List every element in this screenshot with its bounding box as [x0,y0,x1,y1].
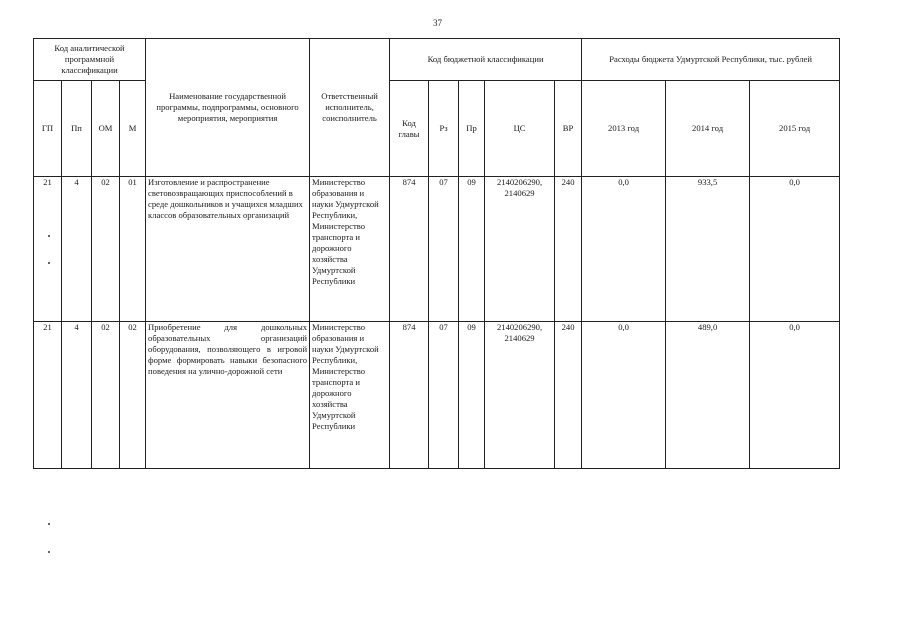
cell-vr: 240 [555,322,582,469]
header-responsible: Ответственный исполнитель, соисполнитель [310,39,390,177]
header-2015: 2015 год [750,81,840,177]
cell-2014: 489,0 [666,322,750,469]
cell-m: 02 [120,322,146,469]
cell-pp: 4 [62,177,92,322]
cell-m: 01 [120,177,146,322]
table-row [34,177,840,322]
cell-name: Приобретение для дошкольных образовательных организаций оборудования, позволяющего в игровой форме формировать навыки безопасного поведения на улично-дорожной сети [146,322,310,469]
scan-speck [48,523,50,525]
cell-rz: 07 [429,177,459,322]
budget-table [33,38,840,469]
header-analytic-classification: Код аналитической программной классификации [34,39,146,81]
cell-kod-glavy: 874 [390,177,429,322]
scan-speck [48,262,50,264]
cell-gp: 21 [34,322,62,469]
header-cs: ЦС [485,81,555,177]
scan-speck [48,551,50,553]
header-gp: ГП [34,81,62,177]
header-pp: Пп [62,81,92,177]
header-om: ОМ [92,81,120,177]
header-pr: Пр [459,81,485,177]
header-2013: 2013 год [582,81,666,177]
cell-responsible: Министерство образования и науки Удмуртской Республики, Министерство транспорта и дорожного хозяйства Удмуртской Республики [310,177,390,322]
cell-om: 02 [92,322,120,469]
cell-2013: 0,0 [582,177,666,322]
cell-2013: 0,0 [582,322,666,469]
header-budget-classification: Код бюджетной классификации [390,39,582,81]
header-2014: 2014 год [666,81,750,177]
header-vr: ВР [555,81,582,177]
cell-2014: 933,5 [666,177,750,322]
header-m: М [120,81,146,177]
cell-rz: 07 [429,322,459,469]
cell-kod-glavy: 874 [390,322,429,469]
cell-gp: 21 [34,177,62,322]
header-name: Наименование государственной программы, подпрограммы, основного мероприятия, мероприятия [146,39,310,177]
header-kod-glavy: Код главы [390,81,429,177]
cell-pr: 09 [459,177,485,322]
cell-om: 02 [92,177,120,322]
cell-responsible: Министерство образования и науки Удмуртской Республики, Министерство транспорта и дорожного хозяйства Удмуртской Республики [310,322,390,469]
cell-name: Изготовление и распространение световозвращающих приспособлений в среде дошкольников и учащихся младших классов образовательных организаций [146,177,310,322]
cell-pr: 09 [459,322,485,469]
cell-cs: 2140206290, 2140629 [485,177,555,322]
header-rz: Рз [429,81,459,177]
cell-2015: 0,0 [750,177,840,322]
page-number: 37 [433,18,442,28]
scan-speck [48,235,50,237]
cell-vr: 240 [555,177,582,322]
cell-2015: 0,0 [750,322,840,469]
cell-pp: 4 [62,322,92,469]
cell-cs: 2140206290, 2140629 [485,322,555,469]
header-expenses: Расходы бюджета Удмуртской Республики, тыс. рублей [582,39,840,81]
table-row [34,322,840,469]
